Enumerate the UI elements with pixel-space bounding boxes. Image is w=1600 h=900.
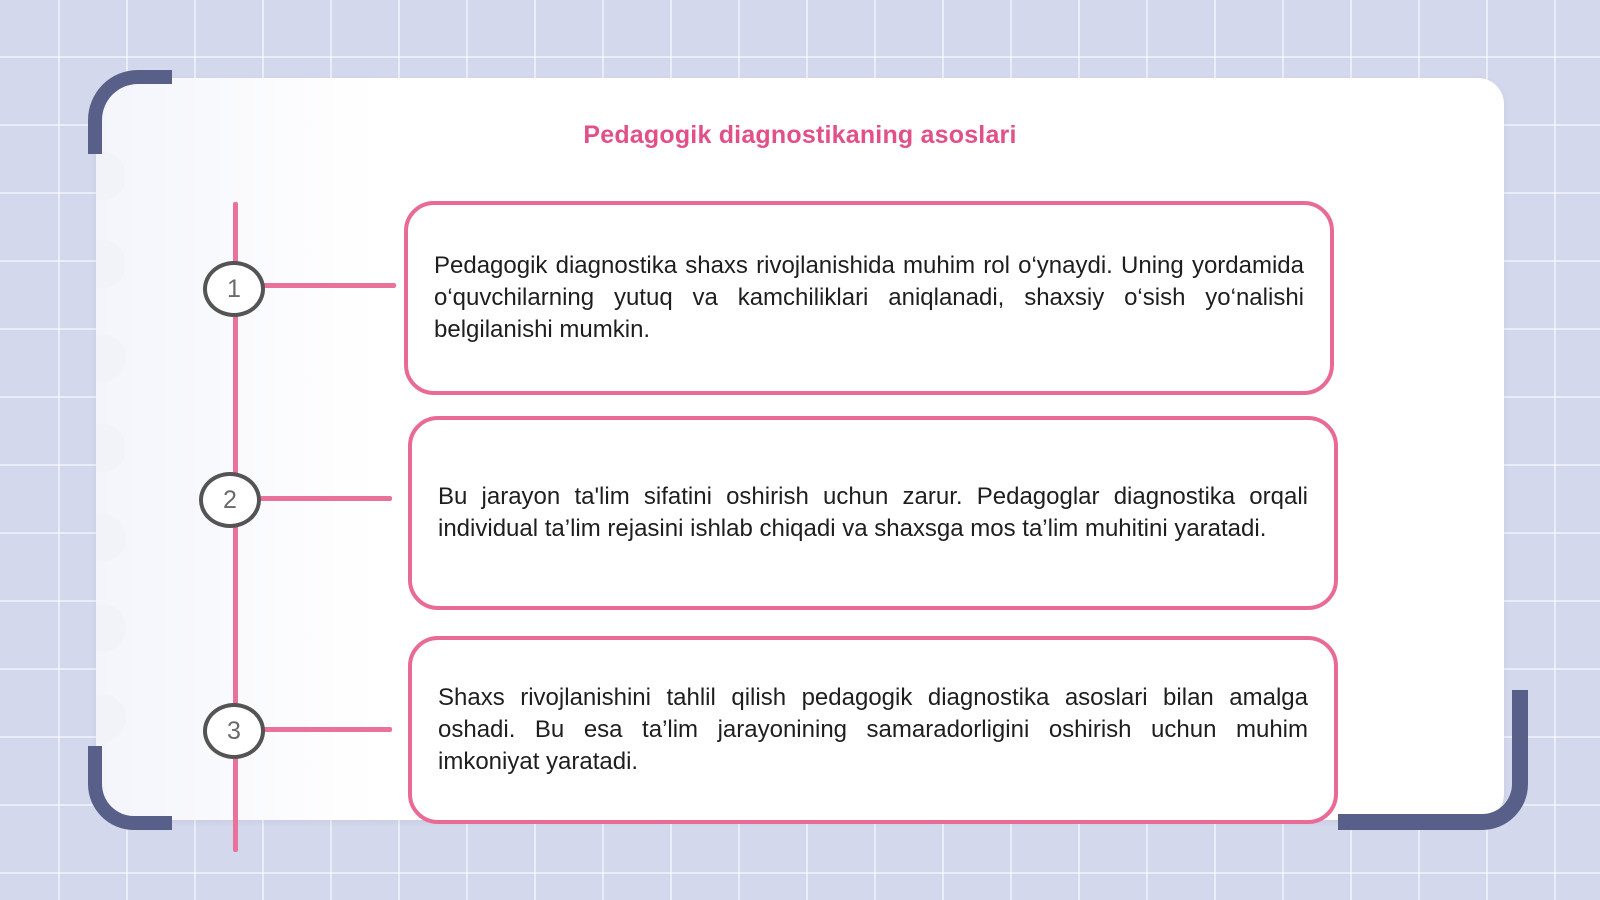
point-text-1: Pedagogik diagnostika shaxs rivojlanishida muhim rol o‘ynaydi. Uning yordamida o‘quvchilarning yutuq va kamchiliklari aniqlanadi, shaxsiy o‘sish yo‘nalishi belgilanishi mumkin. [434,252,1304,343]
timeline-connector [260,496,392,501]
slide-title: Pedagogik diagnostikaning asoslari [583,121,1017,149]
corner-bracket-bottom-right [1338,690,1528,830]
timeline-connector [262,727,392,732]
point-card-1 [404,201,1334,395]
step-number-3: 3 [203,703,265,759]
point-text-2: Bu jarayon ta'lim sifatini oshirish uchun zarur. Pedagoglar diagnostika orqali individual ta’lim rejasini ishlab chiqadi va shaxsga mos ta’lim muhitini yaratadi. [438,483,1308,542]
point-text-3: Shaxs rivojlanishini tahlil qilish pedagogik diagnostika asoslari bilan amalga oshadi. Bu esa ta’lim jarayonining samaradorligini oshirish uchun muhim imkoniyat yaratadi. [438,684,1308,775]
point-card-3 [408,636,1338,824]
step-number-1: 1 [203,261,265,317]
step-number-2: 2 [199,472,261,528]
point-card-2 [408,416,1338,610]
corner-bracket-bottom-left [88,746,172,830]
timeline-connector [262,283,396,288]
